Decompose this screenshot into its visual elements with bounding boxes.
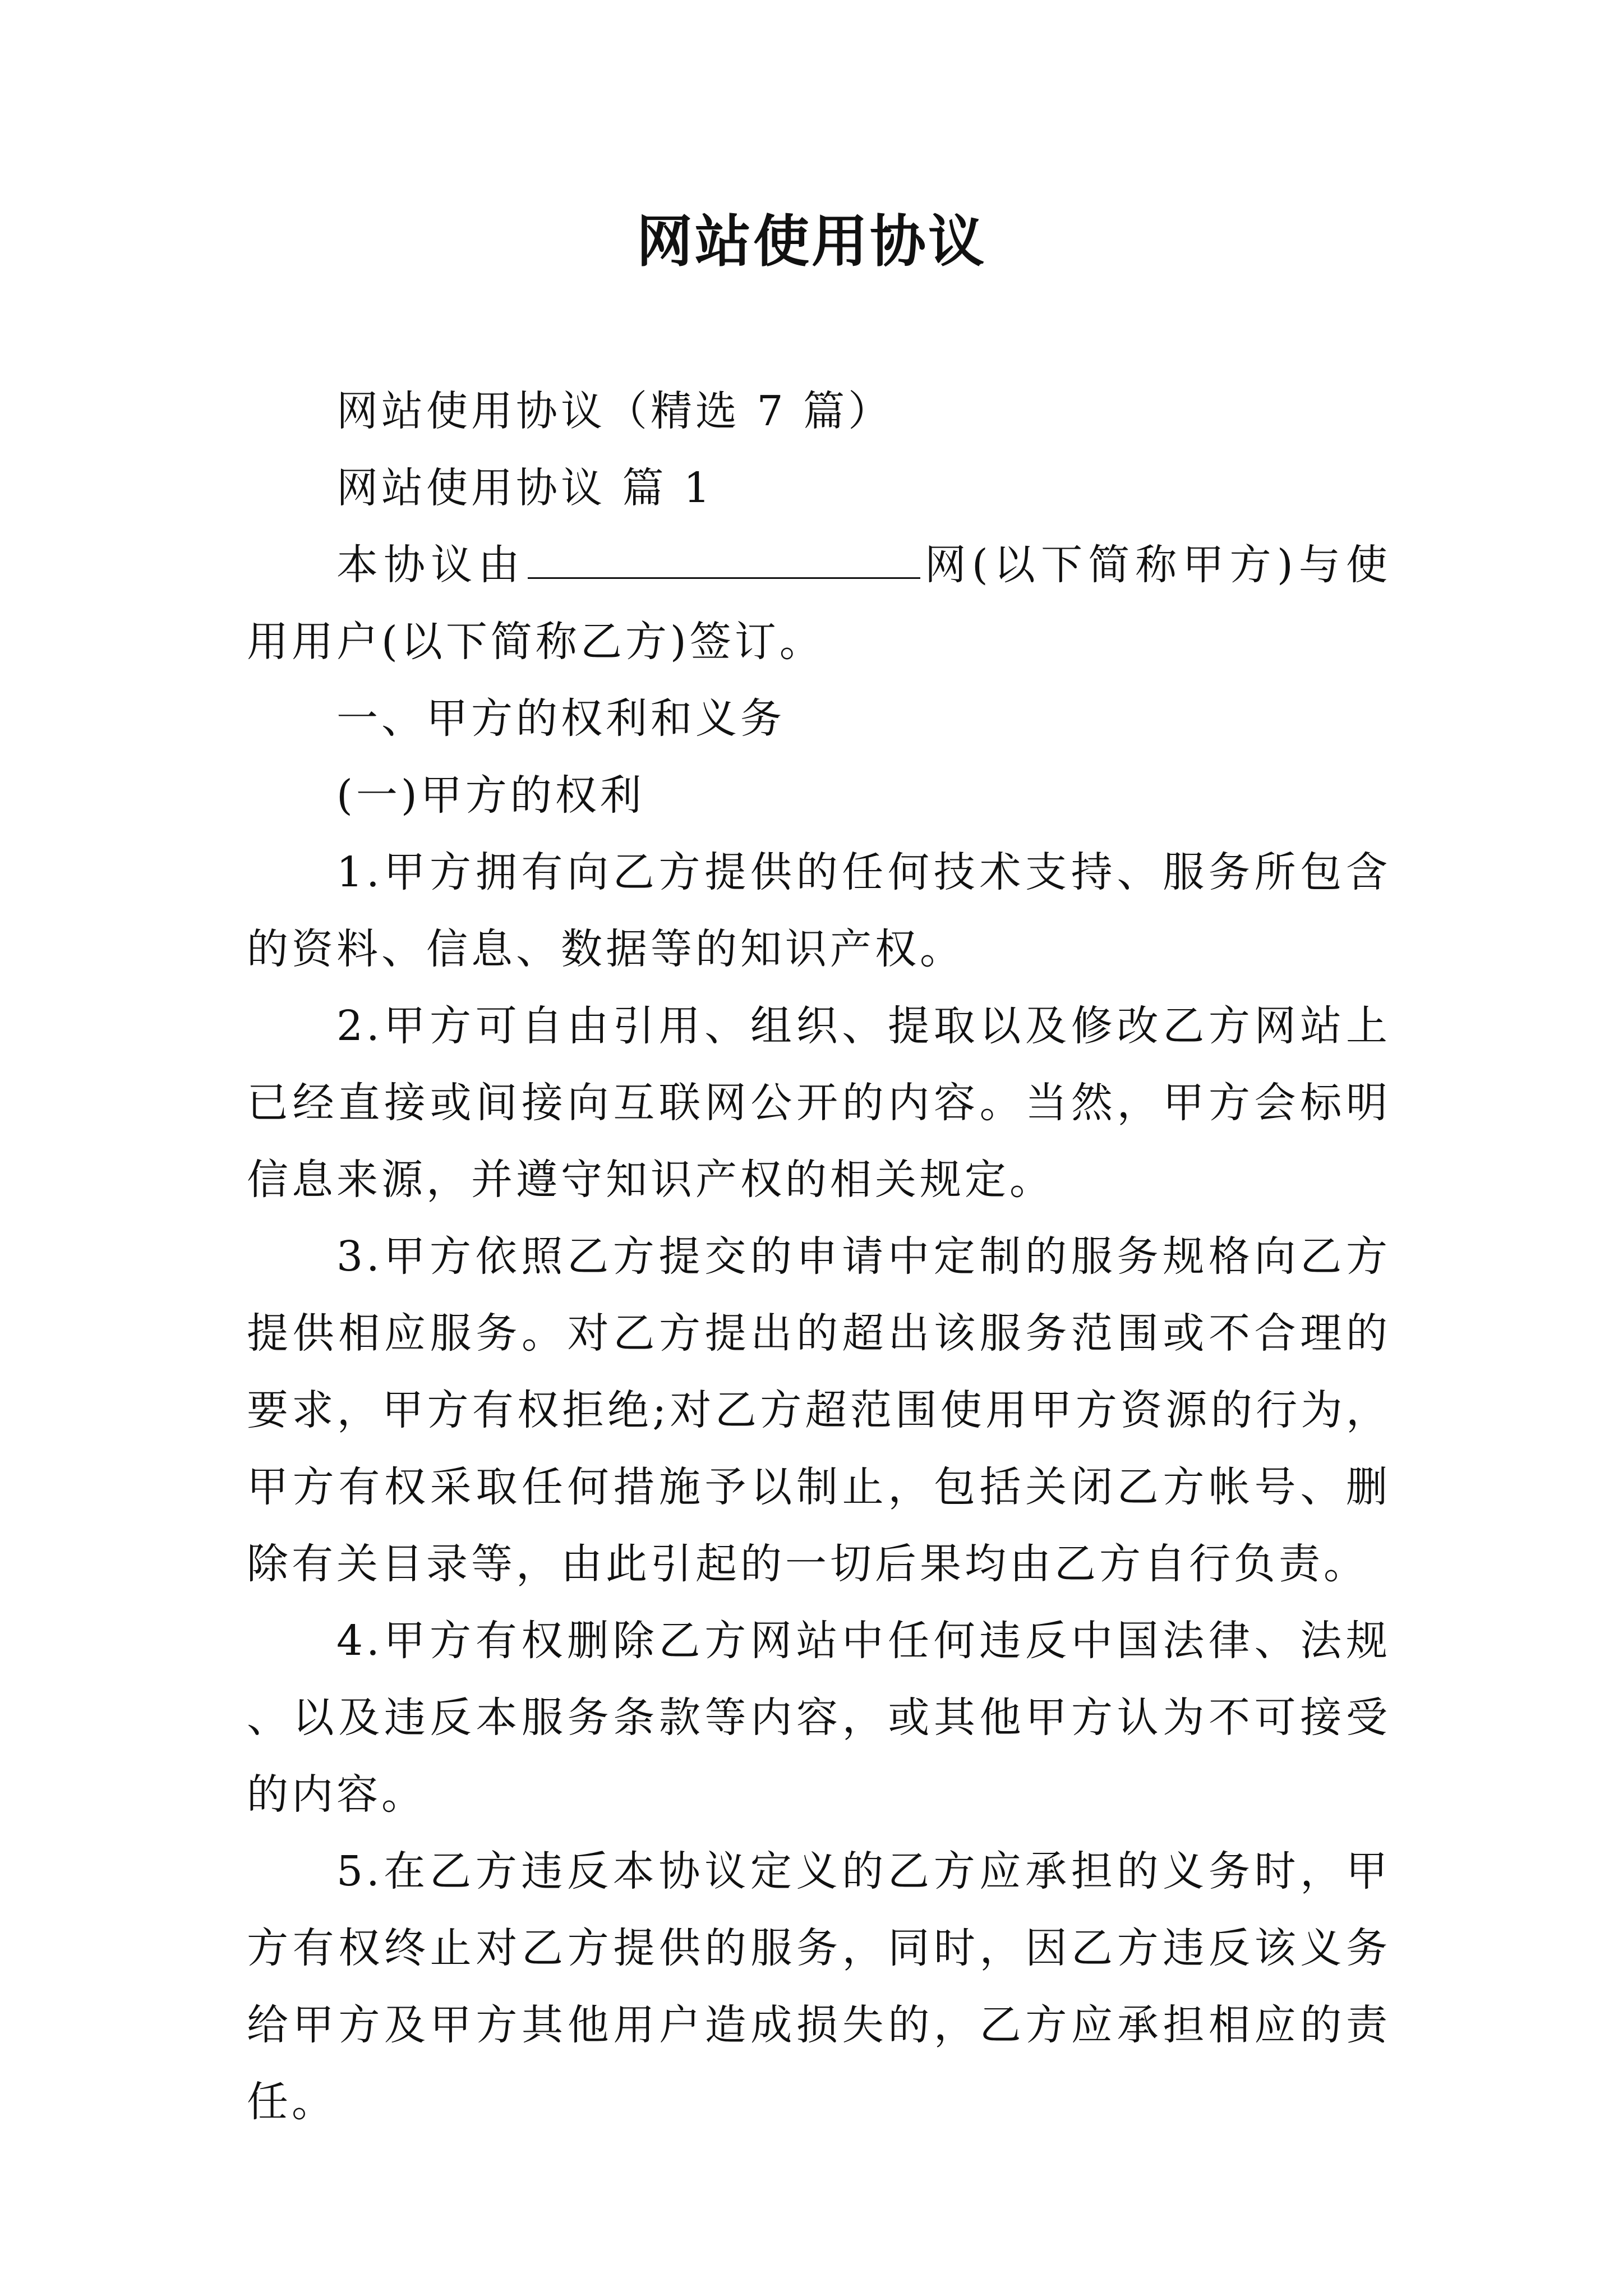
intro-before-blank: 本协议由 [336,541,525,589]
section-heading: 网站使用协议 篇 1 [336,464,714,512]
subtitle: 网站使用协议（精选 7 篇） [336,387,893,435]
clause-item-1: 1.甲方拥有向乙方提供的任何技术支持、服务所包含的资料、信息、数据等的知识产权。 [247,848,1391,973]
intro-paragraph [247,527,1391,680]
clause-item-5: 5.在乙方违反本协议定义的乙方应承担的义务时，甲方有权终止对乙方提供的服务，同时，因乙方违反该义务给甲方及甲方其他用户造成损失的，乙方应承担相应的责任。 [247,1847,1391,2126]
document-title: 网站使用协议 [637,208,986,274]
document-body [247,373,1391,2141]
heading-party-a-rights: (一)甲方的权利 [336,771,645,820]
heading-rights-obligations: 一、甲方的权利和义务 [336,694,785,743]
intro-after-blank: 网(以下简称甲方)与使用用户(以下简称乙方)签订。 [247,541,1391,666]
clause-item-4: 4.甲方有权删除乙方网站中任何违反中国法律、法规、以及违反本服务条款等内容，或其他甲方认为不可接受的内容。 [247,1617,1391,1819]
fill-in-blank-line [528,538,920,579]
clause-item-3: 3.甲方依照乙方提交的申请中定制的服务规格向乙方提供相应服务。对乙方提出的超出该服务范围或不合理的要求，甲方有权拒绝;对乙方超范围使用甲方资源的行为，甲方有权采取任何措施予以制止，包括关闭乙方帐号、删除有关目录等，由此引起的一切后果均由乙方自行负责。 [247,1232,1391,1588]
clause-item-2: 2.甲方可自由引用、组织、提取以及修改乙方网站上已经直接或间接向互联网公开的内容。当然，甲方会标明信息来源，并遵守知识产权的相关规定。 [247,1002,1391,1204]
